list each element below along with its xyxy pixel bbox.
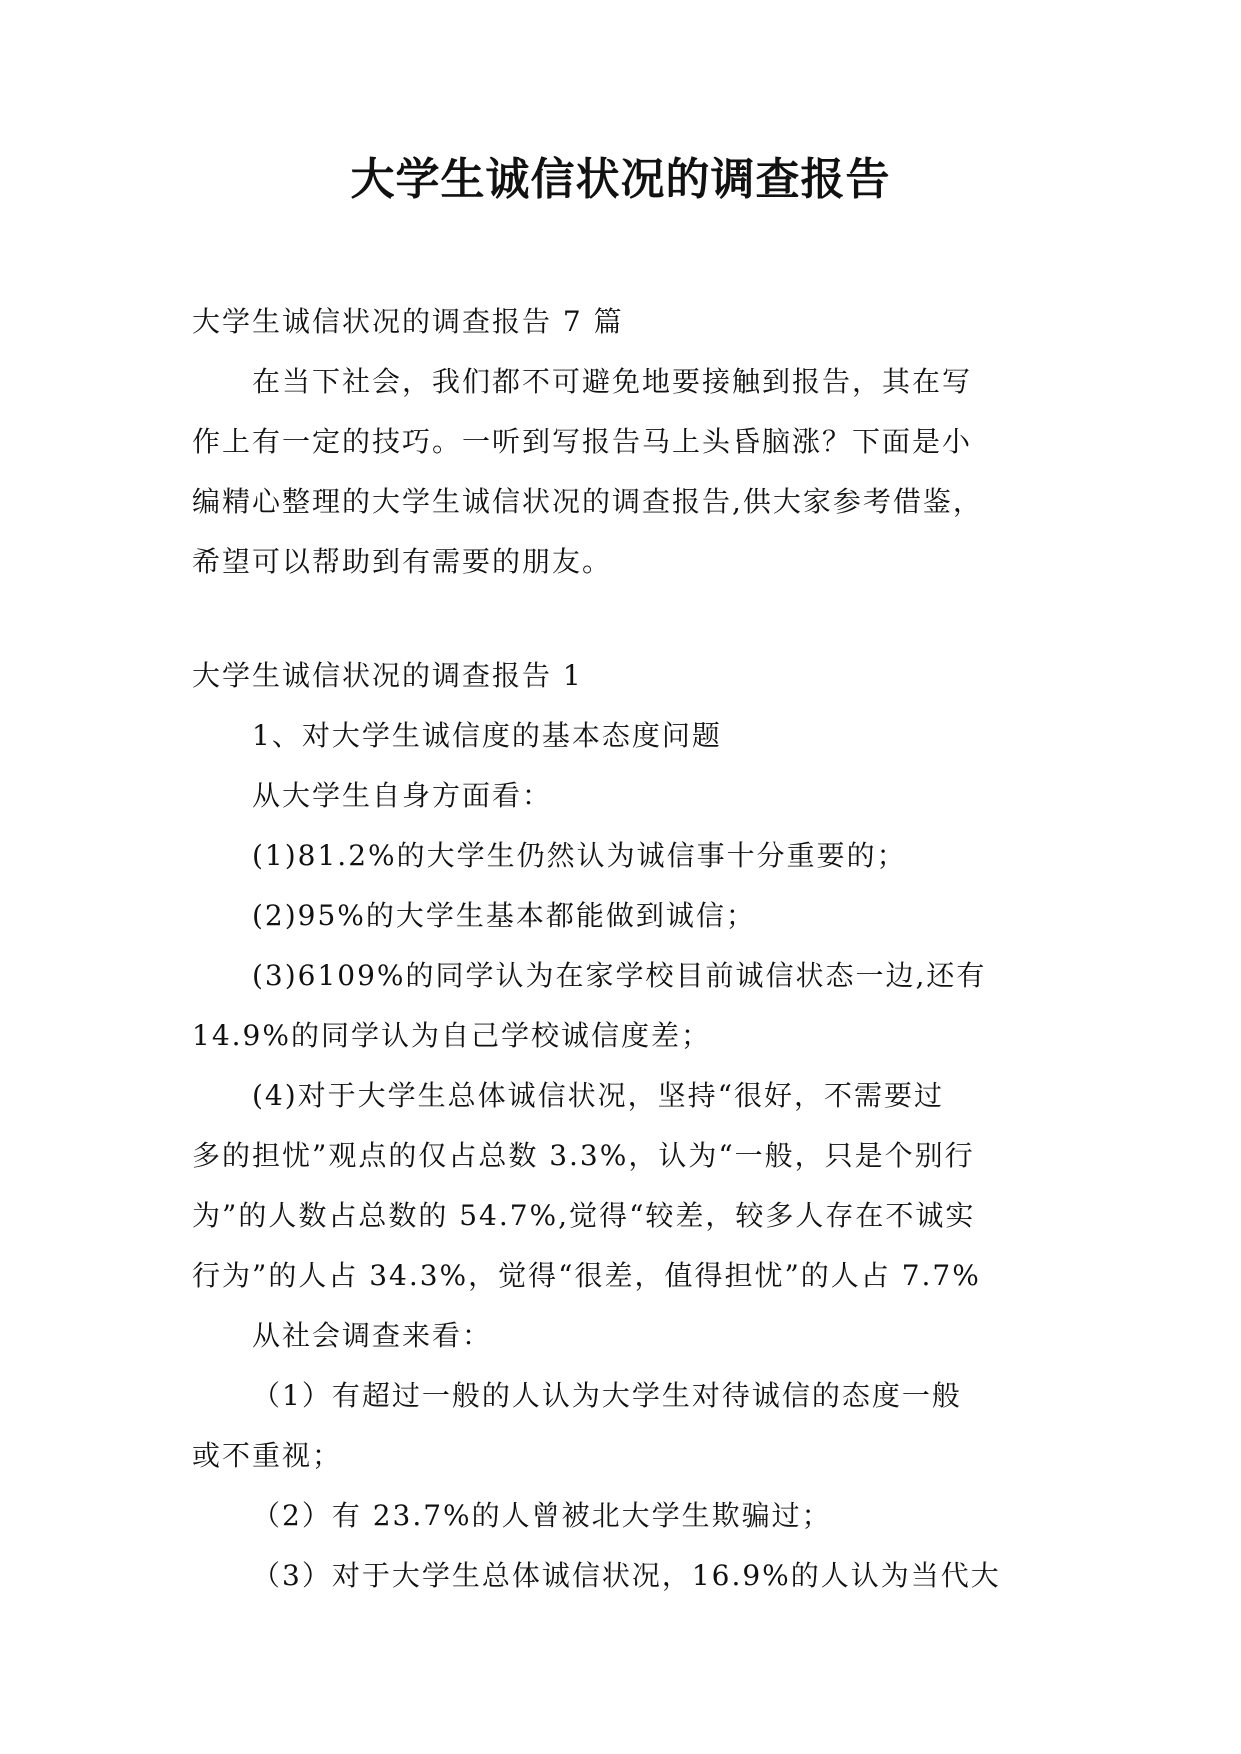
paragraph-gap bbox=[192, 592, 1072, 646]
text-line: 多的担忧”观点的仅占总数 3.3%，认为“一般，只是个别行 bbox=[192, 1139, 975, 1172]
text-line: 在当下社会，我们都不可避免地要接触到报告，其在写 bbox=[252, 365, 973, 398]
text-line: 大学生诚信状况的调查报告 1 bbox=[192, 659, 583, 692]
text-line: (2)95%的大学生基本都能做到诚信； bbox=[252, 899, 756, 932]
text-line: 大学生诚信状况的调查报告 7 篇 bbox=[192, 305, 624, 338]
document-body bbox=[192, 292, 1072, 1606]
text-line: 从社会调查来看： bbox=[252, 1319, 493, 1352]
text-line: 从大学生自身方面看： bbox=[252, 779, 553, 812]
text-line: (3)6109%的同学认为在家学校目前诚信状态一边,还有 bbox=[252, 959, 987, 992]
text-line: 为”的人数占总数的 54.7%,觉得“较差，较多人存在不诚实 bbox=[192, 1199, 976, 1232]
text-line: 编精心整理的大学生诚信状况的调查报告,供大家参考借鉴， bbox=[192, 485, 983, 518]
text-line: 14.9%的同学认为自己学校诚信度差； bbox=[192, 1019, 711, 1052]
text-line: (4)对于大学生总体诚信状况，坚持“很好，不需要过 bbox=[252, 1079, 944, 1112]
text-line: 希望可以帮助到有需要的朋友。 bbox=[192, 545, 613, 578]
document-title: 大学生诚信状况的调查报告 bbox=[350, 154, 891, 205]
text-line: （2）有 23.7%的人曾被北大学生欺骗过； bbox=[252, 1499, 832, 1532]
text-line: 或不重视； bbox=[192, 1439, 343, 1472]
text-line: 1、对大学生诚信度的基本态度问题 bbox=[252, 719, 722, 752]
text-line: 作上有一定的技巧。一听到写报告马上头昏脑涨？下面是小 bbox=[192, 425, 973, 458]
text-line: （3）对于大学生总体诚信状况，16.9%的人认为当代大 bbox=[252, 1559, 1001, 1592]
text-line: （1）有超过一般的人认为大学生对待诚信的态度一般 bbox=[252, 1379, 962, 1412]
text-line: (1)81.2%的大学生仍然认为诚信事十分重要的； bbox=[252, 839, 907, 872]
text-line: 行为”的人占 34.3%，觉得“很差，值得担忧”的人占 7.7% bbox=[192, 1259, 981, 1292]
